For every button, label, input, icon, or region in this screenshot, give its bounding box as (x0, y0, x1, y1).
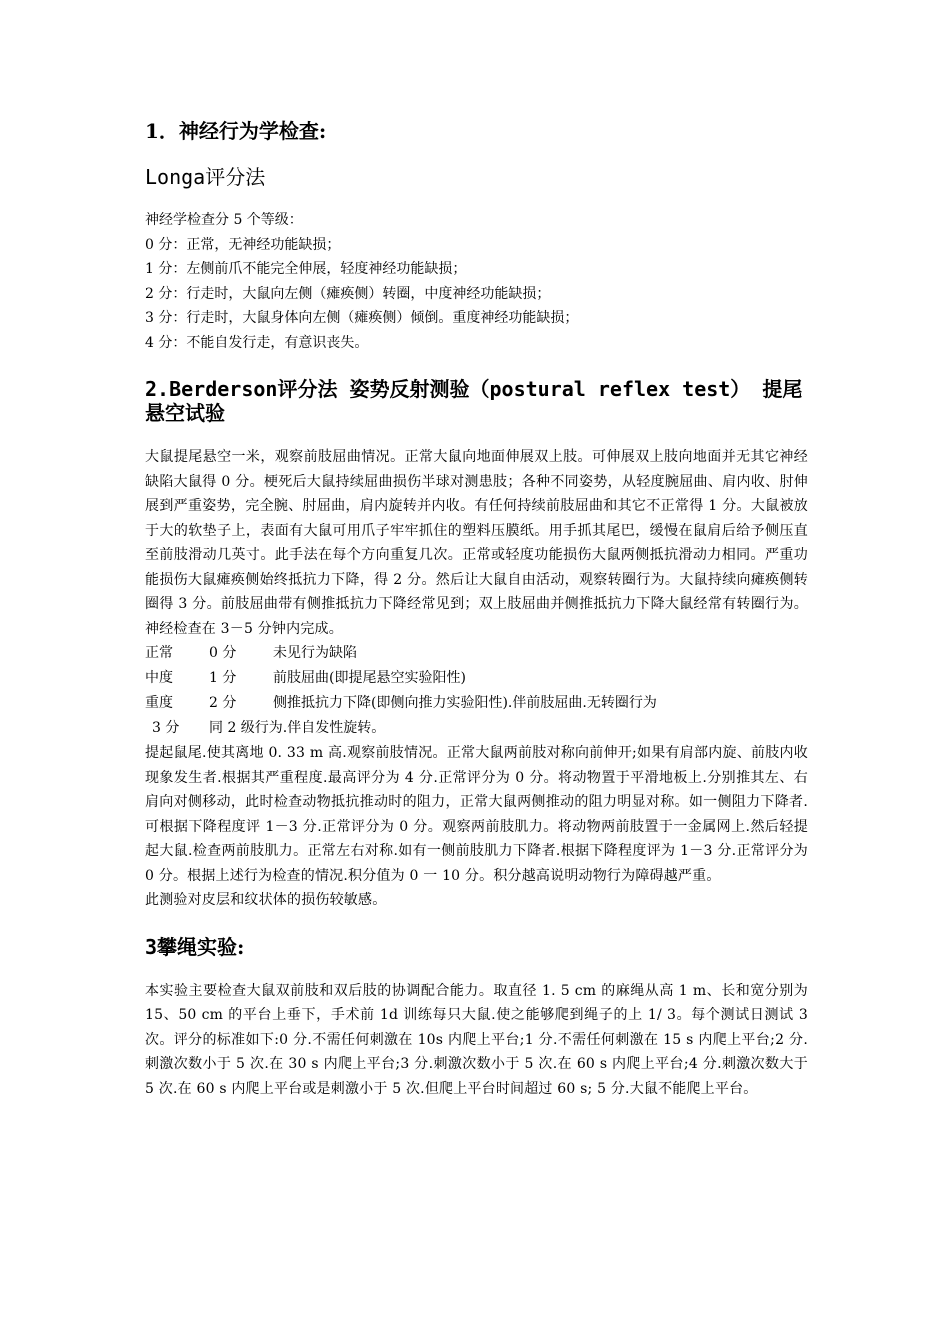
section2-title: 2.Berderson评分法 姿势反射测验（postural reflex test） 提尾悬空试验 (145, 377, 803, 425)
section3-paragraph: 本实验主要检查大鼠双前肢和双后肢的协调配合能力。取直径 1. 5 cm 的麻绳从高 1 m、长和宽分别为 15、50 cm 的平台上垂下，手术前 1d 训练每只大鼠.使之能够爬到绳子的上 1/ 3。每个测试日测试 3 次。评分的标准如下:0 分.不需任何刺激在 10s 内爬上平台;1 分.不需任何刺激在 15 s 内爬上平台;2 分.刺激次数小于 5 次.在 30 s 内爬上平台;3 分.刺激次数小于 5 次.在 60 s 内爬上平台;4 分.刺激次数大于 5 次.在 60 s 内爬上平台或是刺激小于 5 次.但爬上平台时间超过 60 s; 5 分.大鼠不能爬上平台。 (145, 982, 808, 1097)
list-item: 4 分：不能自发行走，有意识丧失。 (145, 334, 369, 351)
list-item: 2 分：行走时，大鼠向左侧（瘫痪侧）转圈，中度神经功能缺损； (145, 285, 551, 302)
table-row (145, 641, 808, 666)
table-row (145, 666, 808, 691)
table-cell-score: 2 分 (209, 695, 237, 711)
table-cell-desc: 前肢屈曲(即提尾悬空实验阳性) (273, 670, 466, 686)
table-cell-score: 1 分 (209, 670, 237, 686)
table-cell-level: 正常 (145, 645, 173, 661)
section1-subtitle: Longa评分法 (145, 165, 266, 189)
table-cell-score: 3 分 (152, 720, 180, 736)
section2-paragraph1: 大鼠提尾悬空一米，观察前肢屈曲情况。正常大鼠向地面伸展双上肢。可伸展双上肢向地面并无其它神经缺陷大鼠得 0 分。梗死后大鼠持续屈曲损伤半球对测患肢；各种不同姿势，从轻度腕屈曲、肩内收、肘伸展到严重姿势，完全腕、肘屈曲，肩内旋转并内收。有任何持续前肢屈曲和其它不正常得 1 分。大鼠被放于大的软垫子上，表面有大鼠可用爪子牢牢抓住的塑料压膜纸。用手抓其尾巴，缓慢在鼠肩后给予侧压直至前肢滑动几英寸。此手法在每个方向重复几次。正常或轻度功能损伤大鼠两侧抵抗滑动力相同。严重功能损伤大鼠瘫痪侧始终抵抗力下降，得 2 分。然后让大鼠自由活动，观察转圈行为。大鼠持续向瘫痪侧转圈得 3 分。前肢屈曲带有侧推抵抗力下降经常见到；双上肢屈曲并侧推抵抗力下降大鼠经常有转圈行为。神经检查在 3－5 分钟内完成。 (145, 449, 808, 637)
section3-title-text: 攀绳实验: (157, 934, 245, 959)
section2-score-table (145, 641, 808, 741)
table-row (145, 716, 808, 741)
table-cell-desc: 同 2 级行为.伴自发性旋转。 (209, 720, 386, 736)
document-page (145, 118, 808, 1101)
list-item: 0 分：正常，无神经功能缺损； (145, 236, 341, 253)
list-item: 3 分：行走时，大鼠身体向左侧（瘫痪侧）倾倒。重度神经功能缺损； (145, 310, 579, 326)
section2-paragraph2: 提起鼠尾.使其离地 0. 33 m 高.观察前肢情况。正常大鼠两前肢对称向前伸开;如果有肩部内旋、前肢内收现象发生者.根据其严重程度.最高评分为 4 分.正常评分为 0 分。将动物置于平滑地板上.分别推其左、右肩向对侧移动，此时检查动物抵抗推动时的阻力，正常大鼠两侧推动的阻力明显对称。如一侧阻力下降者.可根据下降程度评 1－3 分.正常评分为 0 分。观察两前肢肌力。将动物两前肢置于一金属网上.然后轻提起大鼠.检查两前肢肌力。正常左右对称.如有一侧前肢肌力下降者.根据下降程度评为 1－3 分.正常评分为 0 分。根据上述行为检查的情况.积分值为 0 一 10 分。积分越高说明动物行为障碍越严重。 (145, 745, 808, 884)
section1-title: 1．神经行为学检查: (145, 119, 327, 143)
table-cell-score: 0 分 (209, 645, 237, 661)
section1-list (145, 208, 808, 355)
table-cell-desc: 未见行为缺陷 (273, 645, 357, 661)
section2-paragraph3: 此测验对皮层和纹状体的损伤较敏感。 (145, 892, 387, 908)
section3-title-number: 3 (145, 934, 158, 959)
section1-intro: 神经学检查分 5 个等级： (145, 212, 303, 228)
list-item: 1 分：左侧前爪不能完全伸展，轻度神经功能缺损； (145, 261, 467, 277)
table-row (145, 691, 808, 716)
table-cell-desc: 侧推抵抗力下降(即侧向推力实验阳性).伴前肢屈曲.无转圈行为 (273, 695, 657, 711)
table-cell-level: 中度 (145, 670, 173, 686)
section3-title (145, 935, 808, 959)
table-cell-level: 重度 (145, 695, 173, 711)
